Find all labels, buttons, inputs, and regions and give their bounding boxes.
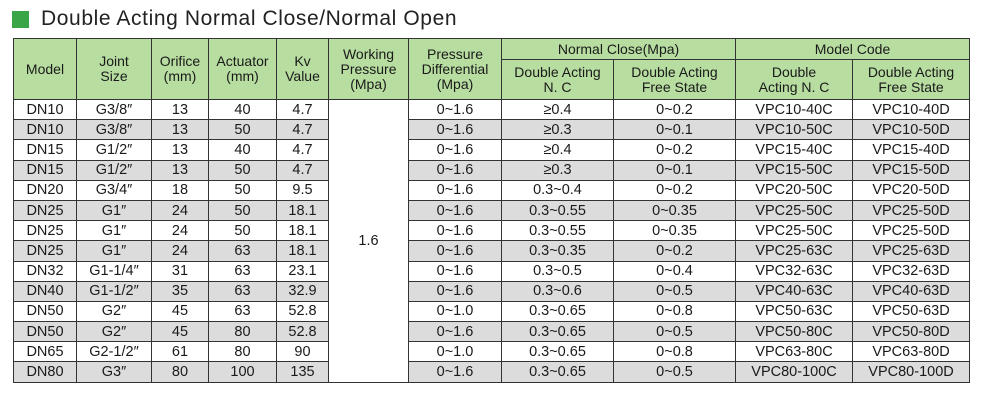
cell-model: DN32 (14, 261, 77, 281)
cell-model: DN50 (14, 322, 77, 342)
table-row (14, 120, 970, 140)
cell-code-c: VPC32-63C (736, 261, 853, 281)
cell-free: 0~0.2 (614, 241, 736, 261)
cell-pd: 0~1.6 (409, 322, 502, 342)
header-model: Model (14, 39, 77, 100)
header-nc-free-state (614, 60, 736, 100)
cell-model: DN80 (14, 362, 77, 382)
cell-pd: 0~1.0 (409, 301, 502, 321)
cell-code-c: VPC50-80C (736, 322, 853, 342)
cell-model: DN25 (14, 241, 77, 261)
cell-free: 0~0.35 (614, 200, 736, 220)
cell-orifice: 13 (152, 160, 209, 180)
cell-code-c: VPC50-63C (736, 301, 853, 321)
cell-joint: G1/2″ (77, 140, 152, 160)
cell-joint: G3/4″ (77, 180, 152, 200)
cell-nc: 0.3~0.35 (502, 241, 614, 261)
table-row (14, 322, 970, 342)
cell-pd: 0~1.6 (409, 200, 502, 220)
cell-orifice: 45 (152, 322, 209, 342)
cell-actuator: 63 (209, 281, 277, 301)
cell-kv: 52.8 (277, 322, 329, 342)
cell-orifice: 24 (152, 200, 209, 220)
cell-pd: 0~1.6 (409, 120, 502, 140)
table-row (14, 221, 970, 241)
cell-actuator: 63 (209, 241, 277, 261)
cell-joint: G2″ (77, 301, 152, 321)
cell-code-c: VPC25-50C (736, 200, 853, 220)
cell-kv: 32.9 (277, 281, 329, 301)
cell-joint: G3/8″ (77, 120, 152, 140)
cell-nc: 0.3~0.4 (502, 180, 614, 200)
cell-pd: 0~1.6 (409, 180, 502, 200)
cell-free: 0~0.2 (614, 140, 736, 160)
cell-kv: 4.7 (277, 160, 329, 180)
cell-model: DN40 (14, 281, 77, 301)
cell-kv: 23.1 (277, 261, 329, 281)
table-row (14, 342, 970, 362)
header-nc-double-acting (502, 60, 614, 100)
cell-kv: 4.7 (277, 100, 329, 120)
cell-actuator: 40 (209, 100, 277, 120)
cell-model: DN15 (14, 140, 77, 160)
cell-model: DN15 (14, 160, 77, 180)
cell-code-c: VPC80-100C (736, 362, 853, 382)
cell-pd: 0~1.6 (409, 241, 502, 261)
cell-joint: G1/2″ (77, 160, 152, 180)
cell-code-d: VPC10-50D (853, 120, 970, 140)
cell-code-d: VPC15-50D (853, 160, 970, 180)
cell-code-d: VPC40-63D (853, 281, 970, 301)
cell-model: DN10 (14, 100, 77, 120)
cell-code-d: VPC25-50D (853, 221, 970, 241)
cell-joint: G1-1/2″ (77, 281, 152, 301)
cell-orifice: 13 (152, 140, 209, 160)
header-joint-size-text: Joint Size (99, 53, 129, 84)
cell-nc: 0.3~0.65 (502, 301, 614, 321)
cell-model: DN50 (14, 301, 77, 321)
cell-nc: 0.3~0.55 (502, 221, 614, 241)
cell-free: 0~0.1 (614, 120, 736, 140)
cell-model: DN10 (14, 120, 77, 140)
cell-kv: 18.1 (277, 200, 329, 220)
cell-pd: 0~1.6 (409, 281, 502, 301)
cell-actuator: 50 (209, 120, 277, 140)
header-code-nc (736, 60, 853, 100)
cell-code-c: VPC10-40C (736, 100, 853, 120)
cell-joint: G2-1/2″ (77, 342, 152, 362)
cell-joint: G1″ (77, 241, 152, 261)
table-body (14, 100, 970, 383)
table-row (14, 100, 970, 120)
cell-kv: 18.1 (277, 221, 329, 241)
table-row (14, 200, 970, 220)
header-code-free-state-text: Double Acting Free State (867, 63, 955, 95)
cell-nc: ≥0.4 (502, 100, 614, 120)
cell-nc: 0.3~0.55 (502, 200, 614, 220)
cell-actuator: 80 (209, 342, 277, 362)
cell-joint: G1″ (77, 221, 152, 241)
cell-free: 0~0.5 (614, 281, 736, 301)
header-nc-free-state-text: Double Acting Free State (631, 63, 718, 95)
cell-code-c: VPC25-63C (736, 241, 853, 261)
cell-pd: 0~1.6 (409, 160, 502, 180)
cell-code-c: VPC10-50C (736, 120, 853, 140)
cell-free: 0~0.2 (614, 100, 736, 120)
cell-code-d: VPC25-50D (853, 200, 970, 220)
cell-kv: 18.1 (277, 241, 329, 261)
cell-actuator: 63 (209, 301, 277, 321)
cell-nc: 0.3~0.6 (502, 281, 614, 301)
cell-code-d: VPC50-63D (853, 301, 970, 321)
spec-table (13, 38, 970, 383)
header-orifice (152, 39, 209, 100)
cell-free: 0~0.4 (614, 261, 736, 281)
cell-model: DN25 (14, 221, 77, 241)
cell-joint: G3″ (77, 362, 152, 382)
cell-joint: G3/8″ (77, 100, 152, 120)
cell-orifice: 24 (152, 241, 209, 261)
table-row (14, 261, 970, 281)
table-row (14, 160, 970, 180)
cell-nc: ≥0.3 (502, 120, 614, 140)
cell-kv: 135 (277, 362, 329, 382)
cell-orifice: 24 (152, 221, 209, 241)
cell-nc: 0.3~0.65 (502, 362, 614, 382)
cell-actuator: 50 (209, 180, 277, 200)
cell-code-c: VPC40-63C (736, 281, 853, 301)
cell-joint: G1″ (77, 200, 152, 220)
cell-nc: 0.3~0.65 (502, 322, 614, 342)
cell-orifice: 61 (152, 342, 209, 362)
cell-actuator: 50 (209, 221, 277, 241)
header-code-nc-text: Double Acting N. C (758, 63, 830, 95)
cell-free: 0~0.5 (614, 322, 736, 342)
header-pressure-differential-text: Pressure Differential (Mpa) (421, 45, 489, 92)
cell-orifice: 31 (152, 261, 209, 281)
cell-pd: 0~1.6 (409, 362, 502, 382)
cell-free: 0~0.8 (614, 301, 736, 321)
cell-nc: 0.3~0.5 (502, 261, 614, 281)
cell-free: 0~0.2 (614, 180, 736, 200)
cell-actuator: 50 (209, 200, 277, 220)
cell-model: DN20 (14, 180, 77, 200)
table-row (14, 180, 970, 200)
page-title: Double Acting Normal Close/Normal Open (41, 7, 458, 30)
table-row (14, 140, 970, 160)
cell-code-c: VPC15-50C (736, 160, 853, 180)
header-working-pressure-text: Working Pressure (Mpa) (340, 45, 397, 92)
cell-kv: 52.8 (277, 301, 329, 321)
header-orifice-text: Orifice (mm) (159, 53, 201, 84)
header-working-pressure (329, 39, 409, 100)
cell-code-d: VPC20-50D (853, 180, 970, 200)
cell-pd: 0~1.6 (409, 100, 502, 120)
cell-kv: 9.5 (277, 180, 329, 200)
cell-actuator: 50 (209, 160, 277, 180)
cell-nc: 0.3~0.65 (502, 342, 614, 362)
cell-actuator: 80 (209, 322, 277, 342)
header-model-code-group: Model Code (736, 39, 970, 60)
table-row (14, 301, 970, 321)
header-code-free-state (853, 60, 970, 100)
cell-orifice: 18 (152, 180, 209, 200)
cell-code-c: VPC63-80C (736, 342, 853, 362)
cell-code-c: VPC15-40C (736, 140, 853, 160)
cell-orifice: 80 (152, 362, 209, 382)
cell-code-c: VPC25-50C (736, 221, 853, 241)
cell-orifice: 35 (152, 281, 209, 301)
cell-code-d: VPC80-100D (853, 362, 970, 382)
cell-code-d: VPC32-63D (853, 261, 970, 281)
cell-kv: 90 (277, 342, 329, 362)
cell-pd: 0~1.0 (409, 342, 502, 362)
green-square-icon (12, 11, 29, 28)
cell-orifice: 13 (152, 120, 209, 140)
cell-code-d: VPC25-63D (853, 241, 970, 261)
cell-kv: 4.7 (277, 120, 329, 140)
cell-model: DN25 (14, 200, 77, 220)
cell-pd: 0~1.6 (409, 140, 502, 160)
header-pressure-differential (409, 39, 502, 100)
table-row (14, 241, 970, 261)
cell-orifice: 45 (152, 301, 209, 321)
header-kv-text: Kv Value (285, 53, 320, 84)
cell-pd: 0~1.6 (409, 221, 502, 241)
cell-code-c: VPC20-50C (736, 180, 853, 200)
cell-code-d: VPC15-40D (853, 140, 970, 160)
cell-actuator: 63 (209, 261, 277, 281)
cell-model: DN65 (14, 342, 77, 362)
cell-free: 0~0.8 (614, 342, 736, 362)
cell-free: 0~0.5 (614, 362, 736, 382)
cell-working-pressure: 1.6 (329, 100, 409, 383)
cell-actuator: 100 (209, 362, 277, 382)
cell-nc: ≥0.3 (502, 160, 614, 180)
section-title (12, 6, 457, 32)
header-actuator (209, 39, 277, 100)
header-actuator-text: Actuator (mm) (216, 53, 269, 84)
cell-actuator: 40 (209, 140, 277, 160)
cell-pd: 0~1.6 (409, 261, 502, 281)
cell-code-d: VPC63-80D (853, 342, 970, 362)
cell-joint: G1-1/4″ (77, 261, 152, 281)
table-row (14, 362, 970, 382)
cell-orifice: 13 (152, 100, 209, 120)
header-kv (277, 39, 329, 100)
cell-joint: G2″ (77, 322, 152, 342)
cell-code-d: VPC50-80D (853, 322, 970, 342)
table-row (14, 281, 970, 301)
cell-free: 0~0.35 (614, 221, 736, 241)
cell-kv: 4.7 (277, 140, 329, 160)
cell-free: 0~0.1 (614, 160, 736, 180)
header-joint-size (77, 39, 152, 100)
cell-nc: ≥0.4 (502, 140, 614, 160)
cell-code-d: VPC10-40D (853, 100, 970, 120)
header-normal-close-group: Normal Close(Mpa) (502, 39, 736, 60)
header-nc-double-acting-text: Double Acting N. C (514, 63, 601, 95)
